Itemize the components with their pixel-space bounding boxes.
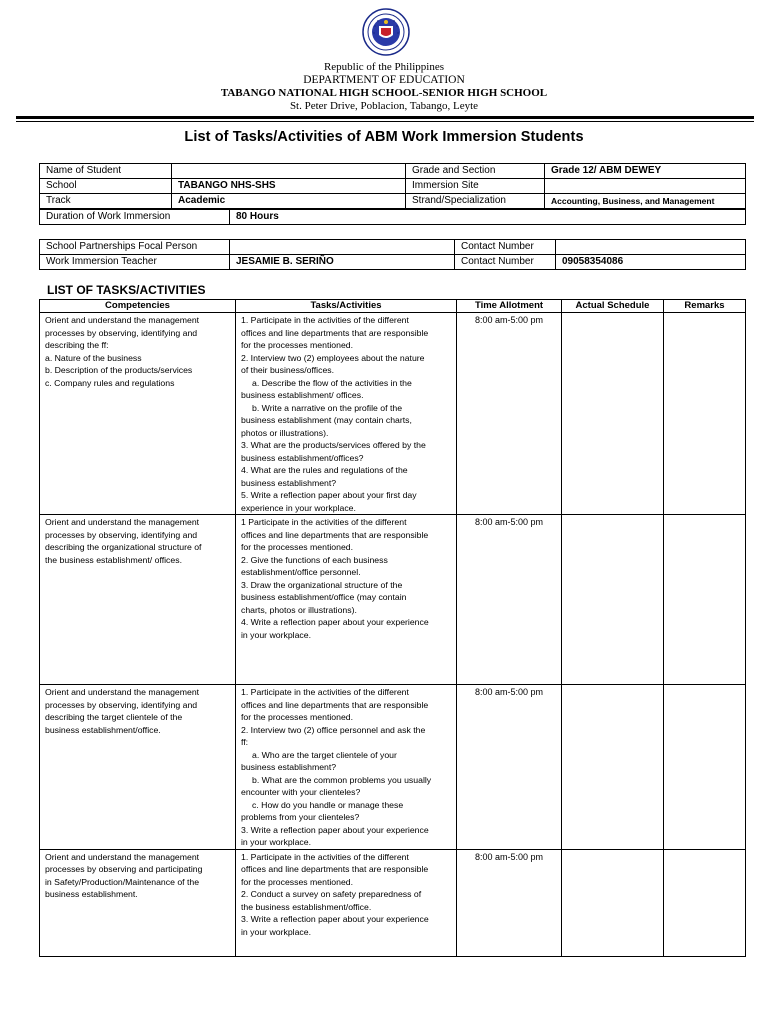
remarks-cell <box>664 685 746 850</box>
table-row <box>40 255 746 270</box>
tasks-section-title: LIST OF TASKS/ACTIVITIES <box>47 283 206 297</box>
site-value <box>545 179 746 194</box>
competency-line: Orient and understand the management <box>45 687 200 697</box>
task-line: 2. Conduct a survey on safety preparedness of <box>241 889 422 899</box>
task-line: business establishment/ offices. <box>241 390 364 400</box>
table-row <box>40 685 746 850</box>
remarks-cell <box>664 313 746 515</box>
header-school-name: TABANGO NATIONAL HIGH SCHOOL-SENIOR HIGH SCHOOL <box>220 87 548 99</box>
task-line: business establishment/offices? <box>241 452 364 463</box>
task-line: 2. Interview two (2) office personnel and ask the <box>241 724 426 735</box>
task-line: 1 Participate in the activities of the different <box>241 517 407 527</box>
track-value: Academic <box>172 194 406 209</box>
competency-line: in Safety/Production/Maintenance of the <box>45 876 200 887</box>
task-line: experience in your workplace. <box>241 502 356 513</box>
task-line: in your workplace. <box>241 837 312 847</box>
name-value <box>172 164 406 179</box>
task-line: problems from your clienteles? <box>241 812 360 822</box>
table-row <box>40 515 746 685</box>
actual-schedule-cell <box>562 849 664 956</box>
duration-value: 80 Hours <box>230 210 746 225</box>
task-line: 1. Participate in the activities of the different <box>241 687 409 697</box>
task-line: offices and line departments that are responsible <box>241 529 429 540</box>
task-line: 4. Write a reflection paper about your experience <box>241 617 429 627</box>
contact-number-label: Contact Number <box>455 255 556 270</box>
task-line: business establishment/office (may contain <box>241 592 407 602</box>
task-line: business establishment (may contain charts, <box>241 415 412 425</box>
table-row <box>40 313 746 515</box>
header-address: St. Peter Drive, Poblacion, Tabango, Leyte <box>289 100 479 112</box>
task-line: 2. Interview two (2) employees about the nature <box>241 352 425 363</box>
task-line: 1. Participate in the activities of the different <box>241 851 409 862</box>
task-line: 3. Draw the organizational structure of the <box>241 579 403 590</box>
competency-line: c. Company rules and regulations <box>45 377 175 388</box>
tasks-cell <box>236 685 457 850</box>
task-line: b. What are the common problems you usually <box>252 774 432 785</box>
column-header: Remarks <box>664 300 746 313</box>
competency-line: processes by observing and participating <box>45 864 203 874</box>
competency-cell <box>40 685 236 850</box>
tasks-cell <box>236 313 457 515</box>
student-info-table <box>39 163 746 209</box>
focal-person-value <box>230 240 455 255</box>
deped-seal-icon <box>362 8 410 56</box>
focal-person-label: School Partnerships Focal Person <box>40 240 230 255</box>
task-line: 2. Give the functions of each business <box>241 554 388 565</box>
contact-number-label: Contact Number <box>455 240 556 255</box>
table-row <box>40 210 746 225</box>
task-line: in your workplace. <box>241 629 312 640</box>
competency-line: business establishment/office. <box>45 724 161 735</box>
track-label: Track <box>40 194 172 209</box>
competency-line: b. Description of the products/services <box>45 365 193 375</box>
header-divider-thin <box>16 121 754 122</box>
actual-schedule-cell <box>562 685 664 850</box>
actual-schedule-cell <box>562 515 664 685</box>
teacher-value: JESAMIE B. SERIÑO <box>230 255 455 270</box>
competency-line: Orient and understand the management <box>45 517 200 527</box>
tasks-cell <box>236 515 457 685</box>
table-row <box>40 164 746 179</box>
task-line: a. Who are the target clientele of your <box>252 749 397 760</box>
competency-cell <box>40 849 236 956</box>
competency-line: business establishment. <box>45 889 138 899</box>
task-line: b. Write a narrative on the profile of the <box>252 402 403 413</box>
task-line: charts, photos or illustrations). <box>241 604 357 615</box>
task-line: for the processes mentioned. <box>241 542 354 552</box>
remarks-cell <box>664 515 746 685</box>
strand-label: Strand/Specialization <box>406 194 545 209</box>
time-allotment-cell: 8:00 am-5:00 pm <box>457 685 562 850</box>
table-row <box>40 194 746 209</box>
task-line: 1. Participate in the activities of the different <box>241 315 409 325</box>
grade-value: Grade 12/ ABM DEWEY <box>545 164 746 179</box>
task-line: 3. Write a reflection paper about your experience <box>241 914 429 924</box>
task-line: for the processes mentioned. <box>241 340 354 350</box>
contact-number-value: 09058354086 <box>556 255 746 270</box>
site-label: Immersion Site <box>406 179 545 194</box>
table-row <box>40 179 746 194</box>
duration-table <box>39 209 746 225</box>
strand-value: Accounting, Business, and Management <box>545 194 746 209</box>
duration-label: Duration of Work Immersion <box>40 210 230 225</box>
task-line: in your workplace. <box>241 926 312 937</box>
competency-line: Orient and understand the management <box>45 315 200 325</box>
table-row <box>40 849 746 956</box>
competency-cell <box>40 313 236 515</box>
column-header: Competencies <box>40 300 236 313</box>
task-line: for the processes mentioned. <box>241 712 354 722</box>
column-header: Tasks/Activities <box>236 300 457 313</box>
time-allotment-cell: 8:00 am-5:00 pm <box>457 849 562 956</box>
contact-number-value <box>556 240 746 255</box>
competency-line: describing the target clientele of the <box>45 712 183 722</box>
competency-line: Orient and understand the management <box>45 851 200 862</box>
tasks-table <box>39 299 746 957</box>
competency-line: describing the ff: <box>45 340 109 350</box>
task-line: the business establishment/office. <box>241 901 372 912</box>
page-title: List of Tasks/Activities of ABM Work Immersion Students <box>184 129 584 145</box>
task-line: 3. What are the products/services offered by the <box>241 440 426 450</box>
school-label: School <box>40 179 172 194</box>
competency-line: the business establishment/ offices. <box>45 554 182 565</box>
teacher-label: Work Immersion Teacher <box>40 255 230 270</box>
task-line: for the processes mentioned. <box>241 876 354 887</box>
task-line: offices and line departments that are responsible <box>241 864 429 874</box>
competency-line: processes by observing, identifying and <box>45 327 198 338</box>
task-line: c. How do you handle or manage these <box>252 799 404 810</box>
column-header: Actual Schedule <box>562 300 664 313</box>
task-line: establishment/office personnel. <box>241 567 361 577</box>
task-line: 5. Write a reflection paper about your first day <box>241 490 417 500</box>
remarks-cell <box>664 849 746 956</box>
time-allotment-cell: 8:00 am-5:00 pm <box>457 515 562 685</box>
actual-schedule-cell <box>562 313 664 515</box>
header-department: DEPARTMENT OF EDUCATION <box>303 74 465 86</box>
task-line: offices and line departments that are responsible <box>241 327 429 338</box>
task-line: ff: <box>241 737 249 747</box>
task-line: business establishment? <box>241 762 337 772</box>
task-line: 4. What are the rules and regulations of the <box>241 465 408 475</box>
competency-line: processes by observing, identifying and <box>45 529 198 540</box>
competency-line: processes by observing, identifying and <box>45 699 198 710</box>
task-line: of their business/offices. <box>241 365 335 375</box>
task-line: business establishment? <box>241 477 337 488</box>
name-label: Name of Student <box>40 164 172 179</box>
task-line: offices and line departments that are responsible <box>241 699 429 710</box>
competency-line: a. Nature of the business <box>45 352 142 363</box>
grade-label: Grade and Section <box>406 164 545 179</box>
task-line: 3. Write a reflection paper about your experience <box>241 824 429 835</box>
task-line: encounter with your clienteles? <box>241 787 361 797</box>
competency-cell <box>40 515 236 685</box>
task-line: a. Describe the flow of the activities in the <box>252 377 412 388</box>
task-line: photos or illustrations). <box>241 427 329 438</box>
contacts-table <box>39 239 746 270</box>
school-value: TABANGO NHS-SHS <box>172 179 406 194</box>
competency-line: describing the organizational structure of <box>45 542 202 552</box>
table-row <box>40 240 746 255</box>
header-republic: Republic of the Philippines <box>323 61 445 73</box>
column-header: Time Allotment <box>457 300 562 313</box>
header-divider-thick <box>16 116 754 119</box>
time-allotment-cell: 8:00 am-5:00 pm <box>457 313 562 515</box>
table-header-row <box>40 300 746 313</box>
tasks-cell <box>236 849 457 956</box>
